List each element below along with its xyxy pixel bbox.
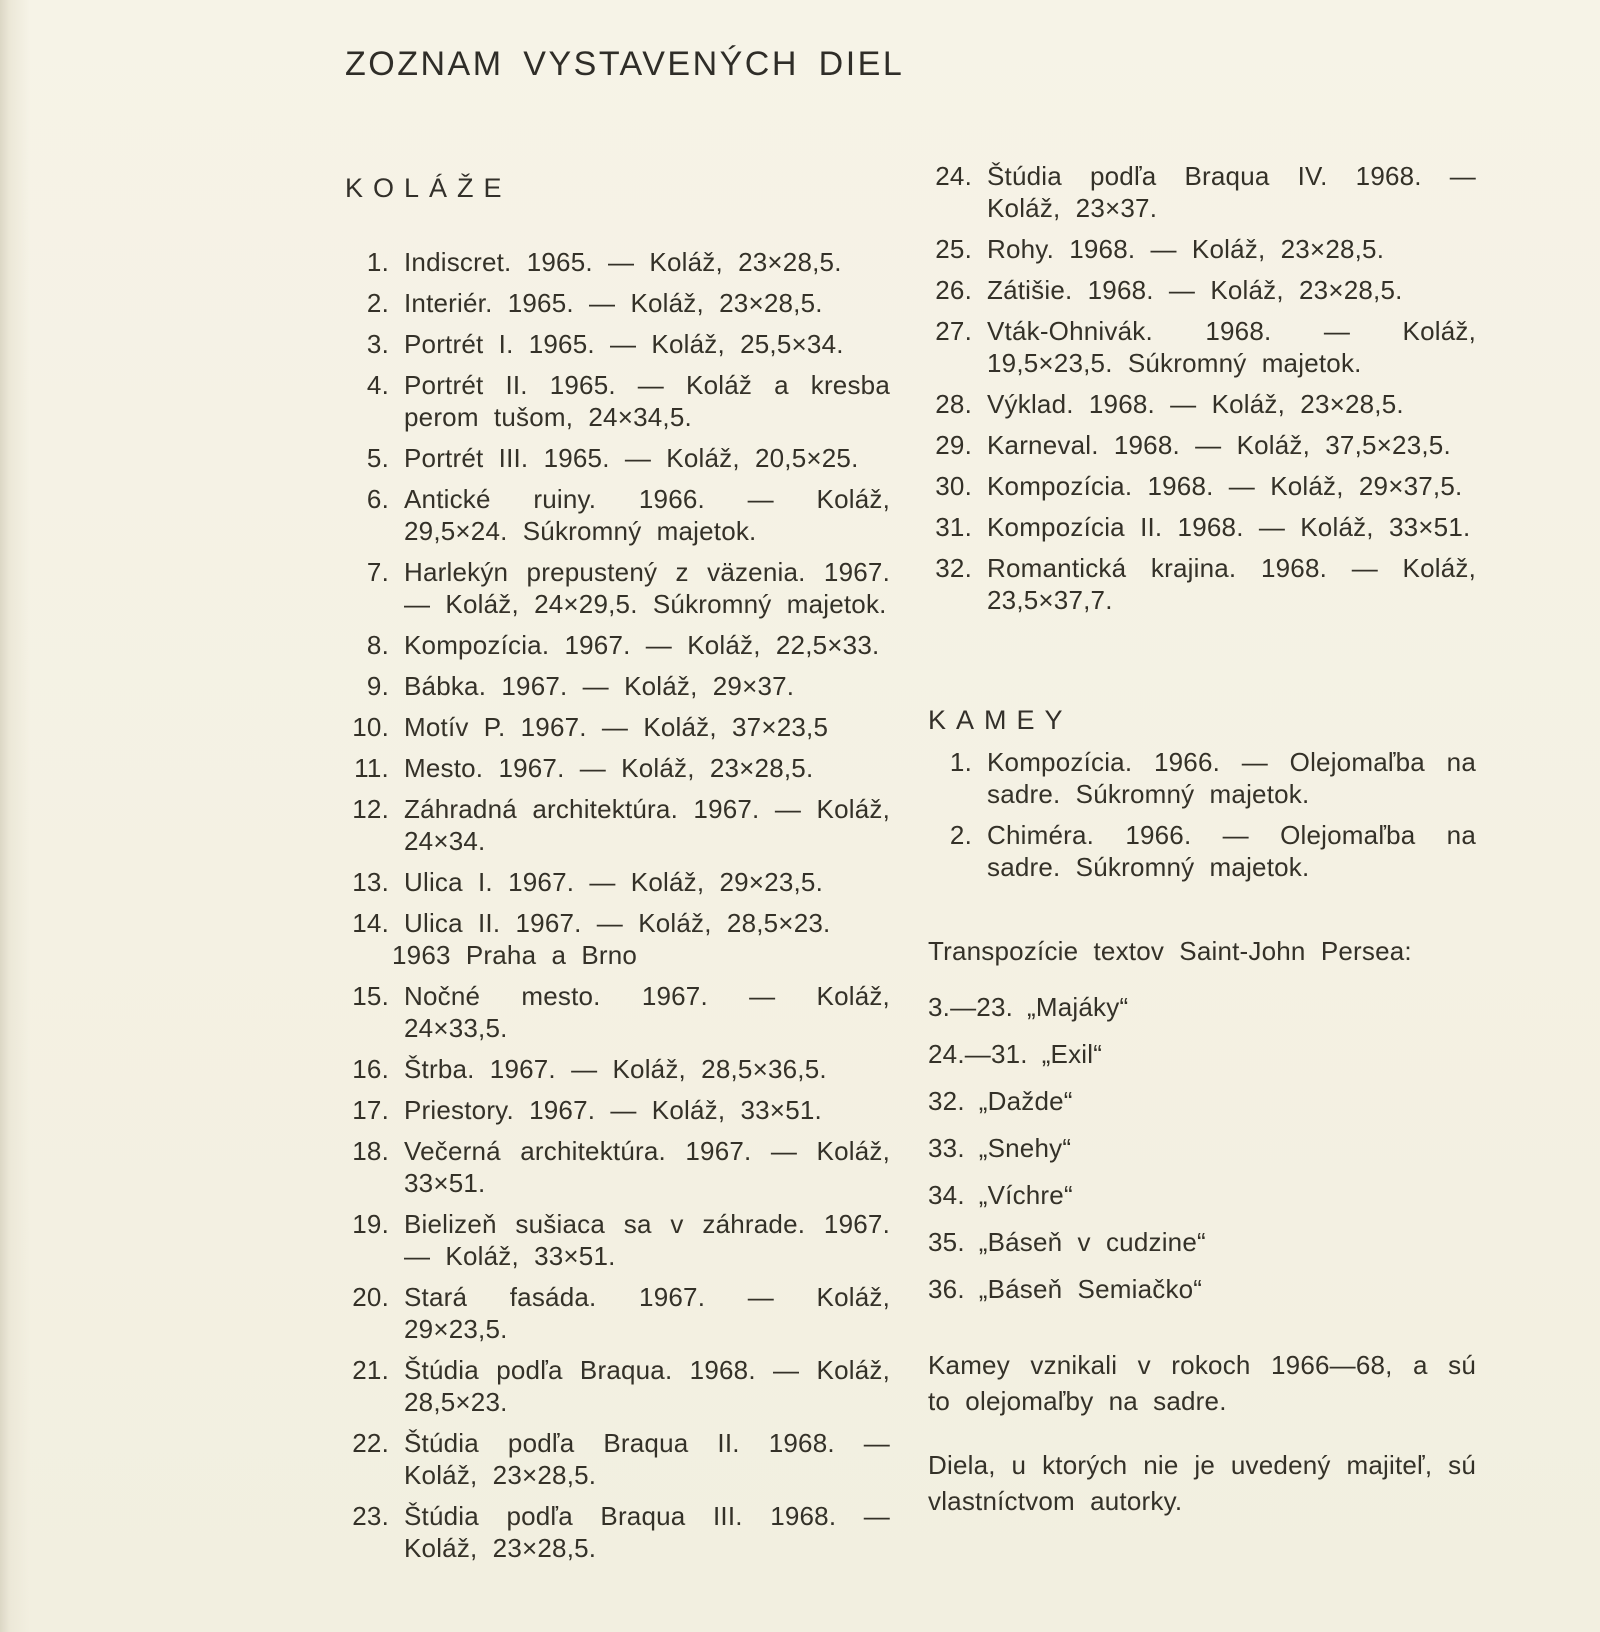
entry-text — [404, 369, 890, 433]
entry-text-line2: 1963 Praha a Brno — [392, 940, 638, 970]
entry-number: 8. — [366, 630, 389, 660]
entry-quoted-title: „Majáky“ — [1027, 992, 1129, 1022]
entry-text-line1: Výklad. 1968. — Koláž, 23×28,5. — [987, 389, 1404, 419]
transpozicie-entry — [928, 991, 1476, 1023]
entry-text-line1: Štúdia podľa Braqua IV. 1968. — Koláž, 23×37. — [987, 161, 1476, 223]
entry-text-line1: Portrét III. 1965. — Koláž, 20,5×25. — [404, 443, 859, 473]
entry-quoted-title: „Exil“ — [1041, 1039, 1103, 1069]
entry-quoted-title: „Báseň v cudzine“ — [978, 1227, 1206, 1257]
catalog-entry — [928, 160, 1476, 224]
entry-text — [404, 711, 890, 743]
entry-number: 19. — [352, 1209, 389, 1239]
entry-text-line1: Ulica I. 1967. — Koláž, 29×23,5. — [404, 867, 824, 897]
entry-number: 1. — [366, 247, 389, 277]
entry-text — [404, 1427, 890, 1491]
entry-text — [987, 315, 1476, 379]
catalog-entry — [928, 429, 1476, 461]
entry-text — [404, 246, 890, 278]
catalog-entry — [345, 483, 890, 547]
catalog-entry — [928, 552, 1476, 616]
entry-number: 17. — [352, 1095, 389, 1125]
entry-number: 24. — [935, 161, 972, 191]
entry-text-line1: Harlekýn prepustený z väzenia. 1967. — Koláž, 24×29,5. Súkromný majetok. — [404, 557, 890, 619]
entry-text-line1: Interiér. 1965. — Koláž, 23×28,5. — [404, 288, 823, 318]
catalog-entry — [928, 819, 1476, 883]
entry-number: 12. — [352, 794, 389, 824]
entry-number-range: 35. — [928, 1227, 965, 1257]
catalog-entry — [928, 746, 1476, 810]
entry-text-line1: Romantická krajina. 1968. — Koláž, 23,5×37,7. — [987, 553, 1476, 615]
left-column — [345, 150, 890, 1573]
entry-text-line1: Záhradná architektúra. 1967. — Koláž, 24×34. — [404, 794, 890, 856]
catalog-entry — [345, 556, 890, 620]
entry-text — [987, 746, 1476, 810]
entry-text — [404, 442, 890, 474]
transpozicie-list — [928, 991, 1476, 1305]
entry-text-line1: Vták-Ohnivák. 1968. — Koláž, 19,5×23,5. Súkromný majetok. — [987, 316, 1476, 378]
entry-text-line1: Bielizeň sušiaca sa v záhrade. 1967. — Koláž, 33×51. — [404, 1209, 890, 1271]
entry-number: 13. — [352, 867, 389, 897]
entry-text — [392, 907, 890, 971]
entry-text — [404, 1500, 890, 1564]
entry-number: 21. — [352, 1355, 389, 1385]
transpozicie-entry — [928, 1179, 1476, 1211]
entry-number: 6. — [366, 484, 389, 514]
catalog-entry — [928, 315, 1476, 379]
entry-number-range: 33. — [928, 1133, 965, 1163]
entry-number: 30. — [935, 471, 972, 501]
entry-number: 9. — [366, 671, 389, 701]
entry-number: 16. — [352, 1054, 389, 1084]
transpozicie-entry — [928, 1038, 1476, 1070]
entry-number: 25. — [935, 234, 972, 264]
ownership-note: Diela, u ktorých nie je uvedený majiteľ, sú vlastníctvom autorky. — [928, 1450, 1476, 1516]
entry-text-line1: Kompozícia. 1966. — Olejomaľba na sadre. Súkromný majetok. — [987, 747, 1476, 809]
entry-number: 4. — [366, 370, 389, 400]
entry-text-line1: Indiscret. 1965. — Koláž, 23×28,5. — [404, 247, 842, 277]
entry-text-line1: Večerná architektúra. 1967. — Koláž, 33×51. — [404, 1136, 890, 1198]
transpozicie-entry — [928, 1132, 1476, 1164]
entry-text — [404, 980, 890, 1044]
entry-text — [404, 1281, 890, 1345]
catalog-entry — [345, 980, 890, 1044]
entry-number: 15. — [352, 981, 389, 1011]
entry-text — [404, 287, 890, 319]
section-heading-kamey: KAMEY — [928, 705, 1073, 735]
entry-text — [404, 866, 890, 898]
entry-number: 18. — [352, 1136, 389, 1166]
entry-text-line1: Štúdia podľa Braqua. 1968. — Koláž, 28,5×23. — [404, 1355, 890, 1417]
catalog-entry — [345, 369, 890, 433]
entry-quoted-title: „Báseň Semiačko“ — [978, 1274, 1203, 1304]
entry-number: 29. — [935, 430, 972, 460]
catalog-entry — [345, 793, 890, 857]
entry-text — [987, 160, 1476, 224]
entry-text — [404, 1053, 890, 1085]
entry-number-range: 36. — [928, 1274, 965, 1304]
kolaze-list-left — [345, 246, 890, 1564]
catalog-entry — [345, 1135, 890, 1199]
catalog-entry — [345, 246, 890, 278]
entry-text — [404, 670, 890, 702]
entry-text — [404, 1135, 890, 1199]
entry-number: 10. — [352, 712, 389, 742]
entry-text-line1: Karneval. 1968. — Koláž, 37,5×23,5. — [987, 430, 1451, 460]
catalog-entry — [345, 1094, 890, 1126]
entry-text-line1: Priestory. 1967. — Koláž, 33×51. — [404, 1095, 822, 1125]
entry-text-line1: Mesto. 1967. — Koláž, 23×28,5. — [404, 753, 814, 783]
catalog-entry — [928, 470, 1476, 502]
entry-text-line1: Kompozícia. 1967. — Koláž, 22,5×33. — [404, 630, 880, 660]
catalog-entry — [345, 1053, 890, 1085]
catalog-entry — [345, 907, 890, 971]
catalog-entry — [928, 274, 1476, 306]
entry-number: 2. — [949, 820, 972, 850]
entry-text-line1: Stará fasáda. 1967. — Koláž, 29×23,5. — [404, 1282, 890, 1344]
entry-number: 14. — [352, 908, 389, 938]
entry-number: 20. — [352, 1282, 389, 1312]
entry-text — [404, 556, 890, 620]
entry-number: 31. — [935, 512, 972, 542]
catalog-entry — [345, 1281, 890, 1345]
entry-quoted-title: „Dažde“ — [978, 1086, 1073, 1116]
entry-number: 26. — [935, 275, 972, 305]
entry-text-line1: Motív P. 1967. — Koláž, 37×23,5 — [404, 712, 829, 742]
catalog-entry — [345, 1208, 890, 1272]
entry-text — [404, 483, 890, 547]
entry-number: 32. — [935, 553, 972, 583]
page-title: ZOZNAM VYSTAVENÝCH DIEL — [345, 45, 905, 83]
entry-number: 1. — [949, 747, 972, 777]
entry-text — [987, 819, 1476, 883]
entry-number: 5. — [366, 443, 389, 473]
entry-number: 22. — [352, 1428, 389, 1458]
entry-number-range: 24.—31. — [928, 1039, 1028, 1069]
catalog-entry — [345, 442, 890, 474]
entry-number: 11. — [354, 753, 389, 783]
catalog-entry — [345, 866, 890, 898]
kolaze-list-right — [928, 160, 1476, 616]
entry-text — [987, 233, 1476, 265]
catalog-entry — [345, 328, 890, 360]
entry-text — [404, 752, 890, 784]
entry-text — [987, 274, 1476, 306]
entry-text-line1: Rohy. 1968. — Koláž, 23×28,5. — [987, 234, 1385, 264]
entry-number: 7. — [366, 557, 389, 587]
catalog-entry — [345, 287, 890, 319]
entry-number: 2. — [366, 288, 389, 318]
catalog-entry — [345, 629, 890, 661]
entry-text — [404, 1208, 890, 1272]
entry-text-line1: Portrét I. 1965. — Koláž, 25,5×34. — [404, 329, 844, 359]
section-heading-kolaze: KOLÁŽE — [345, 173, 512, 203]
entry-text — [404, 328, 890, 360]
entry-text — [404, 1094, 890, 1126]
entry-quoted-title: „Snehy“ — [978, 1133, 1072, 1163]
entry-text-line1: Antické ruiny. 1966. — Koláž, 29,5×24. Súkromný majetok. — [404, 484, 890, 546]
entry-number-range: 3.—23. — [928, 992, 1014, 1022]
transpozicie-entry — [928, 1226, 1476, 1258]
entry-text-line1: Štúdia podľa Braqua II. 1968. — Koláž, 23×28,5. — [404, 1428, 890, 1490]
transpozicie-intro: Transpozície textov Saint-John Persea: — [928, 936, 1412, 966]
entry-text-line1: Bábka. 1967. — Koláž, 29×37. — [404, 671, 795, 701]
kamey-list — [928, 746, 1476, 883]
entry-text-line1: Ulica II. 1967. — Koláž, 28,5×23. — [404, 908, 831, 938]
entry-number-range: 34. — [928, 1180, 965, 1210]
entry-text — [404, 793, 890, 857]
catalog-entry — [345, 1354, 890, 1418]
entry-text-line1: Chiméra. 1966. — Olejomaľba na sadre. Súkromný majetok. — [987, 820, 1476, 882]
entry-number: 27. — [935, 316, 972, 346]
entry-number: 23. — [352, 1501, 389, 1531]
entry-text — [404, 1354, 890, 1418]
entry-number-range: 32. — [928, 1086, 965, 1116]
catalog-entry — [345, 711, 890, 743]
entry-text-line1: Portrét II. 1965. — Koláž a kresba perom tušom, 24×34,5. — [404, 370, 890, 432]
catalog-entry — [928, 511, 1476, 543]
catalog-entry — [928, 388, 1476, 420]
catalog-entry — [928, 233, 1476, 265]
entry-number: 3. — [366, 329, 389, 359]
kamey-note: Kamey vznikali v rokoch 1966—68, a sú to olejomaľby na sadre. — [928, 1350, 1476, 1416]
entry-text-line1: Kompozícia II. 1968. — Koláž, 33×51. — [987, 512, 1471, 542]
right-column — [928, 150, 1476, 1519]
entry-text — [987, 511, 1476, 543]
catalog-entry — [345, 670, 890, 702]
transpozicie-entry — [928, 1273, 1476, 1305]
entry-text-line1: Zátišie. 1968. — Koláž, 23×28,5. — [987, 275, 1403, 305]
entry-quoted-title: „Víchre“ — [978, 1180, 1073, 1210]
entry-text-line1: Štúdia podľa Braqua III. 1968. — Koláž, 23×28,5. — [404, 1501, 890, 1563]
entry-text-line1: Nočné mesto. 1967. — Koláž, 24×33,5. — [404, 981, 890, 1043]
entry-text — [987, 470, 1476, 502]
catalog-entry — [345, 1427, 890, 1491]
transpozicie-entry — [928, 1085, 1476, 1117]
entry-text — [404, 629, 890, 661]
entry-text-line1: Kompozícia. 1968. — Koláž, 29×37,5. — [987, 471, 1463, 501]
entry-text — [987, 552, 1476, 616]
catalog-entry — [345, 1500, 890, 1564]
entry-text-line1: Štrba. 1967. — Koláž, 28,5×36,5. — [404, 1054, 827, 1084]
entry-number: 28. — [935, 389, 972, 419]
entry-text — [987, 429, 1476, 461]
entry-text — [987, 388, 1476, 420]
catalog-entry — [345, 752, 890, 784]
